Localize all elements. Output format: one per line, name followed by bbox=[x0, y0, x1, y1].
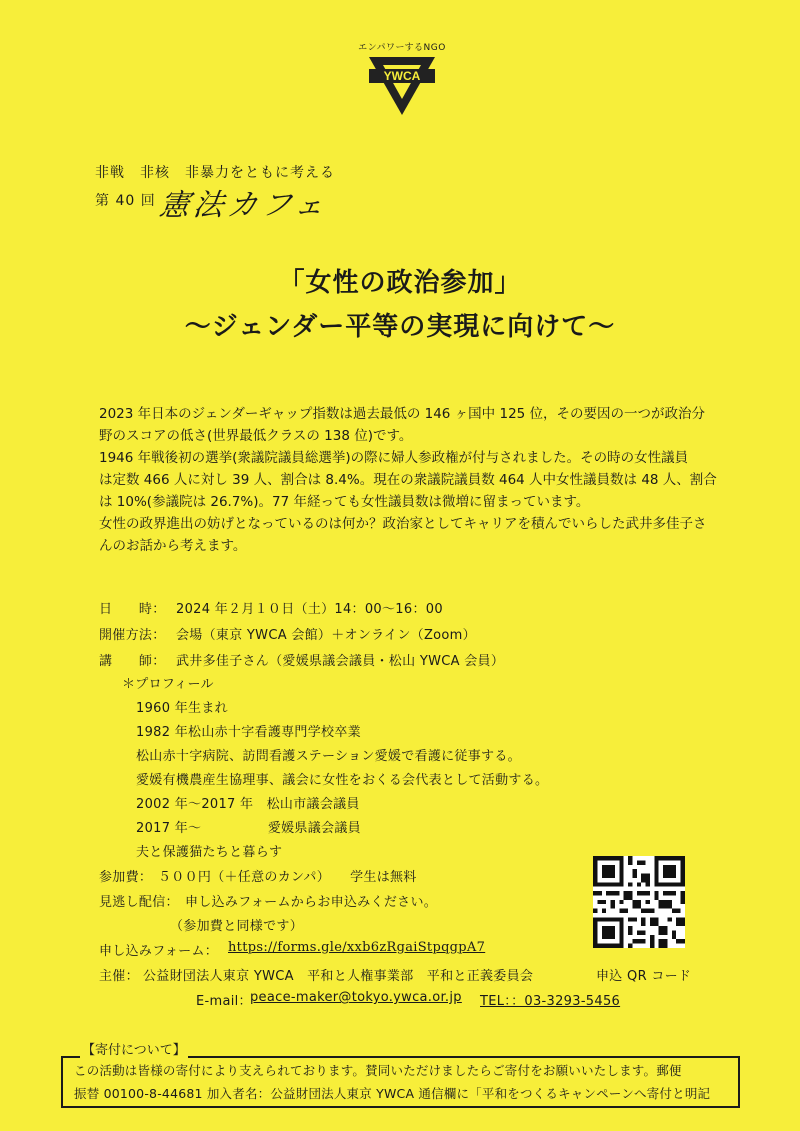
intro-line: 野のスコアの低さ(世界最低クラスの 138 位)です。 bbox=[99, 428, 413, 444]
speaker-value: 武井多佳子さん（愛媛県議会議員・松山 YWCA 会員） bbox=[176, 654, 505, 669]
profile-item: 松山赤十字病院、訪問看護ステーション愛媛で看護に従事する。 bbox=[136, 749, 521, 764]
venue-value: 会場（東京 YWCA 会館）＋オンライン（Zoom） bbox=[176, 628, 476, 643]
intro-line: 1946 年戦後初の選挙(衆議院議員総選挙)の際に婦人参政権が付与されました。その時の女性議員 bbox=[99, 450, 689, 466]
speaker-label: 講 師： bbox=[99, 654, 166, 669]
intro-line: んのお話から考えます。 bbox=[99, 538, 247, 554]
title-line2: ～ジェンダー平等の実現に向けて～ bbox=[184, 312, 616, 342]
fee-label: 参加費： bbox=[99, 870, 153, 885]
qr-code-icon[interactable] bbox=[593, 856, 685, 948]
replay-note: （参加費と同様です） bbox=[170, 919, 304, 934]
profile-item: 愛媛有機農産生協理事、議会に女性をおくる会代表として活動する。 bbox=[136, 773, 549, 788]
host-value: 公益財団法人東京 YWCA 平和と人権事業部 平和と正義委員会 bbox=[143, 969, 534, 984]
profile-item: 1960 年生まれ bbox=[136, 701, 228, 716]
title-line1: 「女性の政治参加」 bbox=[278, 268, 522, 298]
email-link[interactable]: peace-maker@tokyo.ywca.or.jp bbox=[250, 990, 462, 1005]
donation-line: この活動は皆様の寄付により支えられております。賛同いただけましたらご寄付をお願いいたします。郵便 bbox=[74, 1063, 682, 1078]
email-label: E-mail： bbox=[196, 994, 252, 1009]
header-edition: 第 40 回 bbox=[95, 193, 156, 209]
intro-line: 2023 年日本のジェンダーギャップ指数は過去最低の 146 ヶ国中 125 位，その要因の一つが政治分 bbox=[99, 406, 706, 422]
profile-item: 1982 年松山赤十字看護専門学校卒業 bbox=[136, 725, 361, 740]
profile-heading: ＊プロフィール bbox=[122, 677, 214, 692]
intro-paragraph bbox=[99, 403, 729, 557]
tel-link[interactable]: TEL：：03-3293-5456 bbox=[480, 994, 621, 1009]
ywca-triangle-icon bbox=[367, 55, 437, 117]
cafe-name: 憲法カフェ bbox=[157, 188, 331, 223]
venue-label: 開催方法： bbox=[99, 628, 166, 643]
logo-tagline: エンパワーするNGO bbox=[358, 43, 446, 53]
profile-item: 2002 年～2017 年 松山市議会議員 bbox=[136, 797, 360, 812]
date-label: 日 時： bbox=[99, 602, 166, 617]
date-value: 2024 年２月１０日（土）14：00～16：00 bbox=[176, 602, 443, 617]
logo-name: YWCA bbox=[383, 69, 421, 83]
profile-item: 夫と保護猫たちと暮らす bbox=[136, 845, 283, 860]
ywca-logo bbox=[352, 40, 452, 117]
host-label: 主催： bbox=[99, 969, 139, 984]
intro-line: 女性の政界進出の妨げとなっているのは何か？政治家としてキャリアを積んでいらした武井多佳子さ bbox=[99, 516, 707, 532]
profile-item: 2017 年～ 愛媛県議会議員 bbox=[136, 821, 361, 836]
donation-line: 振替 00100-8-44681 加入者名：公益財団法人東京 YWCA 通信欄に「平和をつくるキャンペーンへ寄付と明記 bbox=[74, 1086, 711, 1101]
donation-heading: 【寄付について】 bbox=[80, 1039, 188, 1058]
intro-line: は 10%(参議院は 26.7%)。77 年経っても女性議員数は微増に留まっています。 bbox=[99, 494, 590, 510]
intro-line: は定数 466 人に対し 39 人、割合は 8.4%。現在の衆議院議員数 464 人中女性議員数は 48 人、割合 bbox=[99, 472, 717, 488]
fee-value: ５００円（＋任意のカンパ） 学生は無料 bbox=[158, 870, 417, 885]
replay-value: 申し込みフォームからお申込みください。 bbox=[185, 895, 438, 910]
form-url-link[interactable]: https://forms.gle/xxb6zRgaiStpqgpA7 bbox=[228, 940, 486, 955]
qr-caption: 申込 QR コード bbox=[596, 969, 692, 984]
replay-label: 見逃し配信： bbox=[99, 895, 179, 910]
form-label: 申し込みフォーム： bbox=[99, 944, 219, 959]
header-subtitle: 非戦 非核 非暴力をともに考える bbox=[95, 165, 335, 181]
